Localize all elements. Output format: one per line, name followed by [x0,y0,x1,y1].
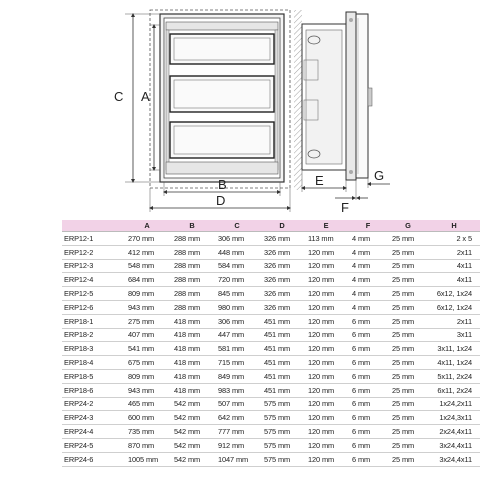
cell-a: 270 mm [124,232,170,246]
cell-a: 275 mm [124,314,170,328]
cell-f: 4 mm [348,259,388,273]
col-header-d: D [260,220,304,232]
cell-b: 418 mm [170,383,214,397]
cell-b: 288 mm [170,287,214,301]
cell-d: 451 mm [260,369,304,383]
cell-d: 326 mm [260,300,304,314]
cell-c: 845 mm [214,287,260,301]
dim-label-g: G [374,168,385,183]
cell-h: 2x11 [428,314,480,328]
col-header-h: H [428,220,480,232]
front-view [150,10,290,188]
col-header-a: A [124,220,170,232]
bottom-band [166,162,278,174]
cell-g: 25 mm [388,232,428,246]
cell-e: 120 mm [304,425,348,439]
table-row [62,300,480,314]
cell-b: 418 mm [170,356,214,370]
table-row [62,328,480,342]
cell-f: 6 mm [348,438,388,452]
table-row [62,342,480,356]
side-view [294,10,372,190]
cell-b: 418 mm [170,328,214,342]
cell-d: 451 mm [260,342,304,356]
cell-g: 25 mm [388,328,428,342]
cell-c: 306 mm [214,232,260,246]
table-row [62,411,480,425]
cell-f: 6 mm [348,328,388,342]
cell-c: 715 mm [214,356,260,370]
cell-d: 575 mm [260,425,304,439]
col-header-f: F [348,220,388,232]
table-row [62,452,480,466]
table-row [62,438,480,452]
top-band [166,22,278,30]
cell-model: ERP12-4 [62,273,124,287]
cell-a: 675 mm [124,356,170,370]
cell-b: 288 mm [170,300,214,314]
cell-b: 418 mm [170,369,214,383]
cell-b: 542 mm [170,411,214,425]
din-rail-1 [170,34,274,64]
cell-h: 6x12, 1x24 [428,300,480,314]
cell-c: 983 mm [214,383,260,397]
cell-c: 642 mm [214,411,260,425]
dim-label-c: C [114,89,124,104]
table-row [62,273,480,287]
cell-d: 326 mm [260,259,304,273]
col-header-model [62,220,124,232]
cell-f: 6 mm [348,425,388,439]
cell-model: ERP18-1 [62,314,124,328]
cell-a: 735 mm [124,425,170,439]
table-header-row [62,220,480,232]
table-row [62,425,480,439]
cell-e: 120 mm [304,300,348,314]
cell-model: ERP12-2 [62,245,124,259]
cell-c: 720 mm [214,273,260,287]
cell-g: 25 mm [388,425,428,439]
cell-a: 407 mm [124,328,170,342]
cell-model: ERP12-6 [62,300,124,314]
cell-c: 849 mm [214,369,260,383]
cell-a: 465 mm [124,397,170,411]
cell-model: ERP12-3 [62,259,124,273]
cell-h: 3x24,4x11 [428,438,480,452]
cell-d: 451 mm [260,383,304,397]
front-flange [346,12,356,180]
din-rail-3 [170,122,274,158]
cell-a: 541 mm [124,342,170,356]
cell-b: 418 mm [170,342,214,356]
cell-model: ERP18-2 [62,328,124,342]
cell-g: 25 mm [388,397,428,411]
cell-c: 306 mm [214,314,260,328]
cell-model: ERP24-4 [62,425,124,439]
cell-b: 288 mm [170,259,214,273]
cell-e: 120 mm [304,314,348,328]
cell-b: 418 mm [170,314,214,328]
cell-b: 288 mm [170,273,214,287]
cell-e: 120 mm [304,383,348,397]
cell-a: 870 mm [124,438,170,452]
cell-h: 3x11, 1x24 [428,342,480,356]
dim-label-b: B [218,177,227,192]
col-header-g: G [388,220,428,232]
cell-g: 25 mm [388,452,428,466]
col-header-e: E [304,220,348,232]
cell-h: 1x24,3x11 [428,411,480,425]
cell-b: 542 mm [170,438,214,452]
cell-c: 912 mm [214,438,260,452]
cell-f: 4 mm [348,287,388,301]
cell-g: 25 mm [388,245,428,259]
cell-f: 6 mm [348,356,388,370]
dimension-c [114,14,160,182]
cell-e: 120 mm [304,342,348,356]
cell-c: 584 mm [214,259,260,273]
cell-b: 542 mm [170,452,214,466]
cell-h: 6x12, 1x24 [428,287,480,301]
cell-e: 120 mm [304,438,348,452]
cell-c: 980 mm [214,300,260,314]
cell-f: 6 mm [348,383,388,397]
cell-c: 448 mm [214,245,260,259]
col-header-c: C [214,220,260,232]
cell-g: 25 mm [388,273,428,287]
technical-drawing [0,0,500,215]
cell-c: 581 mm [214,342,260,356]
cell-g: 25 mm [388,314,428,328]
cell-a: 600 mm [124,411,170,425]
cell-model: ERP18-5 [62,369,124,383]
cell-model: ERP24-5 [62,438,124,452]
cell-model: ERP18-4 [62,356,124,370]
cell-h: 5x11, 2x24 [428,369,480,383]
cell-d: 326 mm [260,245,304,259]
cell-f: 6 mm [348,314,388,328]
cell-h: 4x11, 1x24 [428,356,480,370]
cell-f: 4 mm [348,232,388,246]
dimension-f [335,180,368,215]
cell-d: 326 mm [260,287,304,301]
cell-e: 113 mm [304,232,348,246]
dimension-g [368,168,390,188]
cell-h: 6x11, 2x24 [428,383,480,397]
cell-c: 507 mm [214,397,260,411]
cell-h: 1x24,2x11 [428,397,480,411]
cell-h: 2 x 5 [428,232,480,246]
cell-f: 6 mm [348,452,388,466]
cell-b: 288 mm [170,245,214,259]
cell-c: 447 mm [214,328,260,342]
cell-e: 120 mm [304,245,348,259]
cell-g: 25 mm [388,300,428,314]
cell-a: 1005 mm [124,452,170,466]
cell-a: 943 mm [124,383,170,397]
cell-f: 6 mm [348,369,388,383]
cell-e: 120 mm [304,397,348,411]
cell-g: 25 mm [388,342,428,356]
cell-b: 542 mm [170,425,214,439]
cell-e: 120 mm [304,287,348,301]
cell-d: 451 mm [260,328,304,342]
cell-f: 6 mm [348,397,388,411]
cell-e: 120 mm [304,259,348,273]
table-body [62,232,480,467]
table-row [62,369,480,383]
dimension-a [141,25,160,170]
cell-c: 777 mm [214,425,260,439]
wall-hatch [294,10,302,190]
cell-g: 25 mm [388,287,428,301]
din-rail-2 [170,76,274,112]
cell-b: 288 mm [170,232,214,246]
col-header-b: B [170,220,214,232]
cell-a: 809 mm [124,287,170,301]
cell-g: 25 mm [388,259,428,273]
cell-model: ERP24-6 [62,452,124,466]
cell-e: 120 mm [304,411,348,425]
cell-d: 326 mm [260,273,304,287]
cell-d: 575 mm [260,438,304,452]
cell-f: 6 mm [348,342,388,356]
dim-label-d: D [216,193,226,208]
cell-f: 4 mm [348,273,388,287]
cell-d: 575 mm [260,452,304,466]
cell-e: 120 mm [304,452,348,466]
cell-f: 6 mm [348,411,388,425]
cell-d: 451 mm [260,356,304,370]
cell-h: 2x11 [428,245,480,259]
table-row [62,259,480,273]
table-row [62,245,480,259]
cell-h: 3x24,4x11 [428,452,480,466]
dim-label-f: F [341,200,349,215]
cell-a: 684 mm [124,273,170,287]
table-row [62,287,480,301]
cell-g: 25 mm [388,438,428,452]
drawing-svg [0,0,500,215]
cell-e: 120 mm [304,356,348,370]
cell-g: 25 mm [388,411,428,425]
table-row [62,397,480,411]
cell-f: 4 mm [348,245,388,259]
cell-model: ERP24-2 [62,397,124,411]
spec-table [62,220,480,467]
cell-h: 2x24,4x11 [428,425,480,439]
cell-a: 412 mm [124,245,170,259]
cell-model: ERP18-3 [62,342,124,356]
dim-label-e: E [315,173,324,188]
table-row [62,314,480,328]
table-row [62,383,480,397]
cell-c: 1047 mm [214,452,260,466]
cell-f: 4 mm [348,300,388,314]
cell-model: ERP12-1 [62,232,124,246]
cell-e: 120 mm [304,328,348,342]
cell-e: 120 mm [304,369,348,383]
cell-b: 542 mm [170,397,214,411]
cell-h: 3x11 [428,328,480,342]
dim-label-a: A [141,89,150,104]
cell-g: 25 mm [388,369,428,383]
cell-d: 326 mm [260,232,304,246]
cell-e: 120 mm [304,273,348,287]
cell-g: 25 mm [388,356,428,370]
cell-model: ERP18-6 [62,383,124,397]
table-row [62,356,480,370]
cell-a: 809 mm [124,369,170,383]
cell-a: 548 mm [124,259,170,273]
dimension-e [302,170,346,192]
cell-d: 575 mm [260,411,304,425]
cell-g: 25 mm [388,383,428,397]
cell-model: ERP24-3 [62,411,124,425]
cell-a: 943 mm [124,300,170,314]
cell-d: 451 mm [260,314,304,328]
cell-h: 4x11 [428,273,480,287]
table-row [62,232,480,246]
cell-d: 575 mm [260,397,304,411]
cell-model: ERP12-5 [62,287,124,301]
cell-h: 4x11 [428,259,480,273]
